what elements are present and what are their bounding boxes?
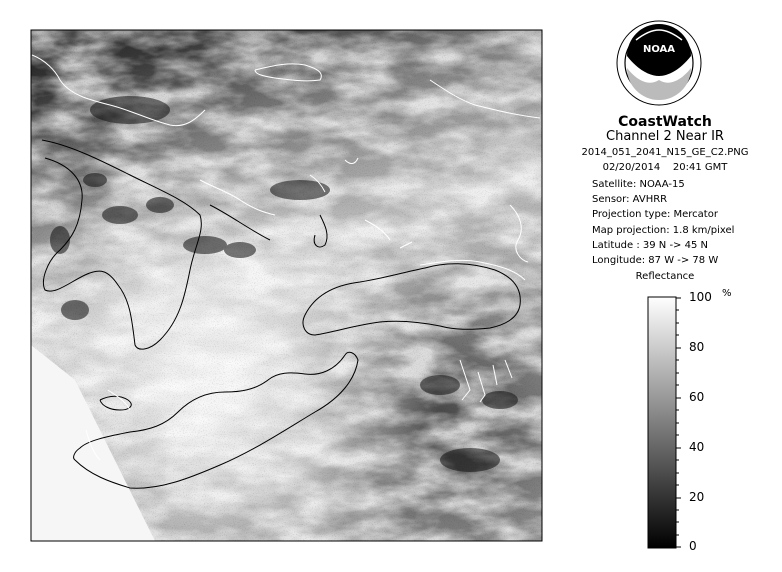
scale-tick-0: 0 xyxy=(689,539,697,553)
scale-tick-100: 100 xyxy=(689,290,712,304)
reflectance-scale-bar xyxy=(648,297,676,548)
detail-satellite: Satellite: NOAA-15 xyxy=(592,179,685,190)
logo-text: NOAA xyxy=(642,44,676,55)
scale-tick-40: 40 xyxy=(689,440,705,454)
detail-projection-type: Projection type: Mercator xyxy=(592,209,718,221)
scale-tick-80: 80 xyxy=(689,340,705,354)
scale-tick-60: 60 xyxy=(689,390,705,404)
datetime: 02/20/2014 20:41 GMT xyxy=(602,162,728,173)
details-list xyxy=(592,177,734,268)
scale-unit: % xyxy=(722,288,732,299)
channel-title: Channel 2 Near IR xyxy=(606,129,724,144)
detail-longitude: Longitude: 87 W -> 78 W xyxy=(592,255,719,267)
detail-sensor: Sensor: AVHRR xyxy=(592,194,668,206)
scale-title: Reflectance xyxy=(635,271,695,282)
scale-tick-20: 20 xyxy=(689,490,705,504)
scale-ticks xyxy=(676,298,681,547)
filename: 2014_051_2041_N15_GE_C2.PNG xyxy=(581,147,749,158)
satellite-image xyxy=(31,30,542,541)
noaa-logo xyxy=(617,21,701,105)
product-title: CoastWatch xyxy=(618,114,712,130)
detail-map-projection: Map projection: 1.8 km/pixel xyxy=(592,224,735,236)
detail-latitude: Latitude : 39 N -> 45 N xyxy=(592,239,708,251)
